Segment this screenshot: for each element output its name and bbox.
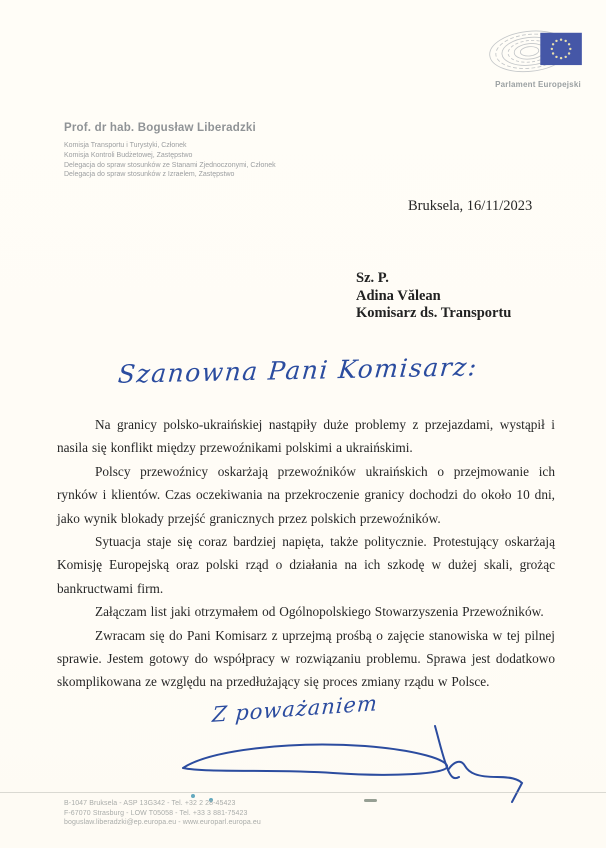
body-paragraph: Zwracam się do Pani Komisarz z uprzejmą prośbą o zajęcie stanowiska w tej pilnej sprawie. Jestem gotowy do współpracy w rozwiązaniu problemu. Sprawa jest dodatkowo skomplikowana ze względu na przedłużający się proces zmiany rządu w Polsce. <box>57 627 555 690</box>
footer-contact-block <box>64 799 261 828</box>
sender-role: Delegacja do spraw stosunków ze Stanami Zjednoczonymi, Członek <box>64 161 276 169</box>
dateline: Bruksela, 16/11/2023 <box>408 198 533 214</box>
signature-scrawl-icon <box>165 720 525 808</box>
sender-block <box>64 122 276 180</box>
body-paragraph: Załączam list jaki otrzymałem od Ogólnopolskiego Stowarzyszenia Przewoźników. <box>95 604 544 620</box>
footer-line-strasbourg: F-67070 Strasburg - LOW T05058 - Tel. +33 3 881-75423 <box>64 809 248 817</box>
footer-line-email-web: boguslaw.liberadzki@ep.europa.eu - www.europarl.europa.eu <box>64 819 261 827</box>
scan-fold-line <box>0 792 606 793</box>
european-parliament-logo <box>488 26 588 89</box>
handwritten-greeting: Szanowna Pani Komisarz: <box>116 352 480 389</box>
sender-roles <box>64 141 276 180</box>
recipient-line: Adina Vălean <box>356 287 441 304</box>
sender-role: Komisja Kontroli Budżetowej, Zastępstwo <box>64 151 193 159</box>
recipient-block <box>356 270 511 323</box>
letter-body <box>57 413 555 694</box>
stray-ink-mark <box>364 799 377 802</box>
body-paragraph: Na granicy polsko-ukraińskiej nastąpiły duże problemy z przejazdami, wystąpił i nasila się konflikt między przewoźnikami polskimi a ukraińskimi. <box>57 417 555 456</box>
sender-name: Prof. dr hab. Bogusław Liberadzki <box>64 122 256 134</box>
logo-caption: Parlament Europejski <box>495 80 581 89</box>
recipient-line: Komisarz ds. Transportu <box>356 305 512 322</box>
body-paragraph: Sytuacja staje się coraz bardziej napięta, także politycznie. Protestujący oskarżają Komisję Europejską oraz polski rząd o działania na ich szkodę w dużej skali, grożąc bankructwami firm. <box>57 534 555 596</box>
eu-flag-icon <box>540 33 582 65</box>
footer-line-brussels: B-1047 Bruksela - ASP 13G342 - Tel. +32 2 28-45423 <box>64 800 236 807</box>
body-paragraph: Polscy przewoźnicy oskarżają przewoźników ukraińskich o przejmowanie ich rynków i klientów. Czas oczekiwania na przekroczenie granicy dochodzi do około 10 dni, jako wynik blokady przejść granicznych przez polskich przewoźników. <box>57 463 555 526</box>
hemicycle-logo-icon <box>488 26 588 78</box>
sender-role: Delegacja do spraw stosunków z Izraelem, Zastępstwo <box>64 171 235 179</box>
sender-role: Komisja Transportu i Turystyki, Członek <box>64 142 187 149</box>
recipient-line: Sz. P. <box>356 270 389 286</box>
handwritten-closing: Z poważaniem <box>211 691 379 727</box>
